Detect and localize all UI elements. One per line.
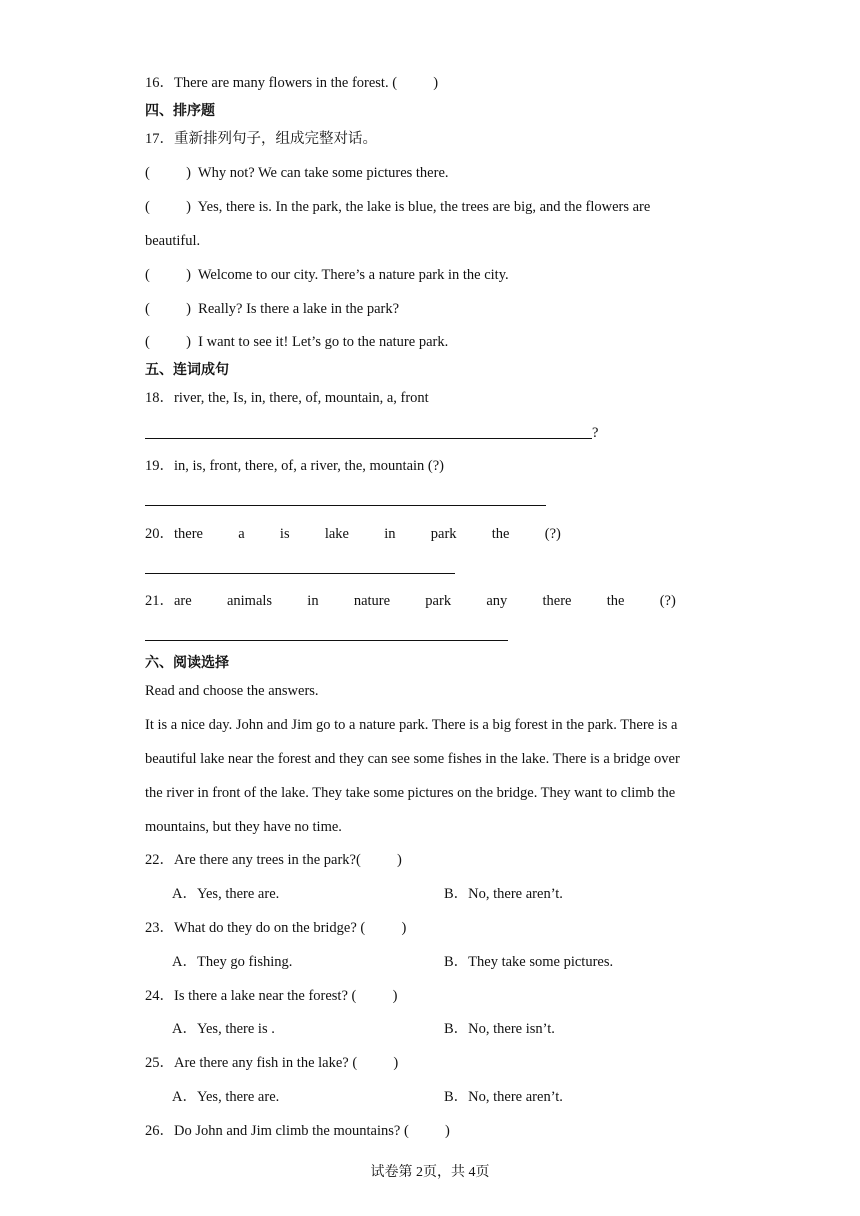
- answer-line-18-mark: ?: [592, 425, 599, 441]
- passage-line: mountains, but they have no time.: [145, 819, 342, 835]
- order-item-4: ( ) Really? Is there a lake in the park?: [145, 301, 400, 317]
- reading-instruction: Read and choose the answers.: [145, 683, 319, 699]
- question-20: 20．there a is lake in park the (?): [145, 526, 561, 542]
- answer-line-18: [145, 438, 592, 439]
- question-24: 24．Is there a lake near the forest? ( ): [145, 988, 398, 1004]
- section-heading-sentence: 五、连词成句: [145, 362, 229, 378]
- option-25-a: A．Yes, there are.: [172, 1089, 280, 1105]
- order-item-1: ( ) Why not? We can take some pictures there.: [145, 165, 449, 181]
- passage-line: beautiful lake near the forest and they can see some fishes in the lake. There is a bridge over: [145, 751, 680, 767]
- section-heading-reading: 六、阅读选择: [145, 655, 229, 671]
- question-25: 25．Are there any fish in the lake? ( ): [145, 1055, 399, 1071]
- option-23-a: A．They go fishing.: [172, 954, 293, 970]
- passage-line: It is a nice day. John and Jim go to a nature park. There is a big forest in the park. There is a: [145, 717, 678, 733]
- question-21: 21．are animals in nature park any there the (?): [145, 593, 676, 609]
- option-25-b: B．No, there aren’t.: [444, 1089, 563, 1105]
- order-item-2-cont: beautiful.: [145, 233, 201, 249]
- order-item-3: ( ) Welcome to our city. There’s a nature park in the city.: [145, 267, 509, 283]
- question-18: 18．river, the, Is, in, there, of, mountain, a, front: [145, 390, 429, 406]
- question-23: 23．What do they do on the bridge? ( ): [145, 920, 407, 936]
- question-19: 19．in, is, front, there, of, a river, the, mountain (?): [145, 458, 444, 474]
- page-footer: 试卷第 2页，共 4页: [370, 1165, 490, 1180]
- option-24-b: B．No, there isn’t.: [444, 1021, 555, 1037]
- answer-line-21: [145, 640, 508, 641]
- option-24-a: A．Yes, there is .: [172, 1021, 275, 1037]
- question-22: 22．Are there any trees in the park?( ): [145, 852, 402, 868]
- order-item-2: ( ) Yes, there is. In the park, the lake is blue, the trees are big, and the flowers are: [145, 199, 651, 215]
- answer-line-19: [145, 505, 546, 506]
- answer-line-20: [145, 573, 455, 574]
- option-22-a: A．Yes, there are.: [172, 886, 280, 902]
- passage-line: the river in front of the lake. They take some pictures on the bridge. They want to climb the: [145, 785, 676, 801]
- section-heading-ordering: 四、排序题: [145, 103, 215, 119]
- question-16: 16．There are many flowers in the forest. ( ): [145, 75, 439, 91]
- question-17: 17．重新排列句子，组成完整对话。: [145, 131, 377, 147]
- order-item-5: ( ) I want to see it! Let’s go to the nature park.: [145, 334, 449, 350]
- option-22-b: B．No, there aren’t.: [444, 886, 563, 902]
- option-23-b: B．They take some pictures.: [444, 954, 614, 970]
- question-26: 26．Do John and Jim climb the mountains? ( ): [145, 1123, 450, 1139]
